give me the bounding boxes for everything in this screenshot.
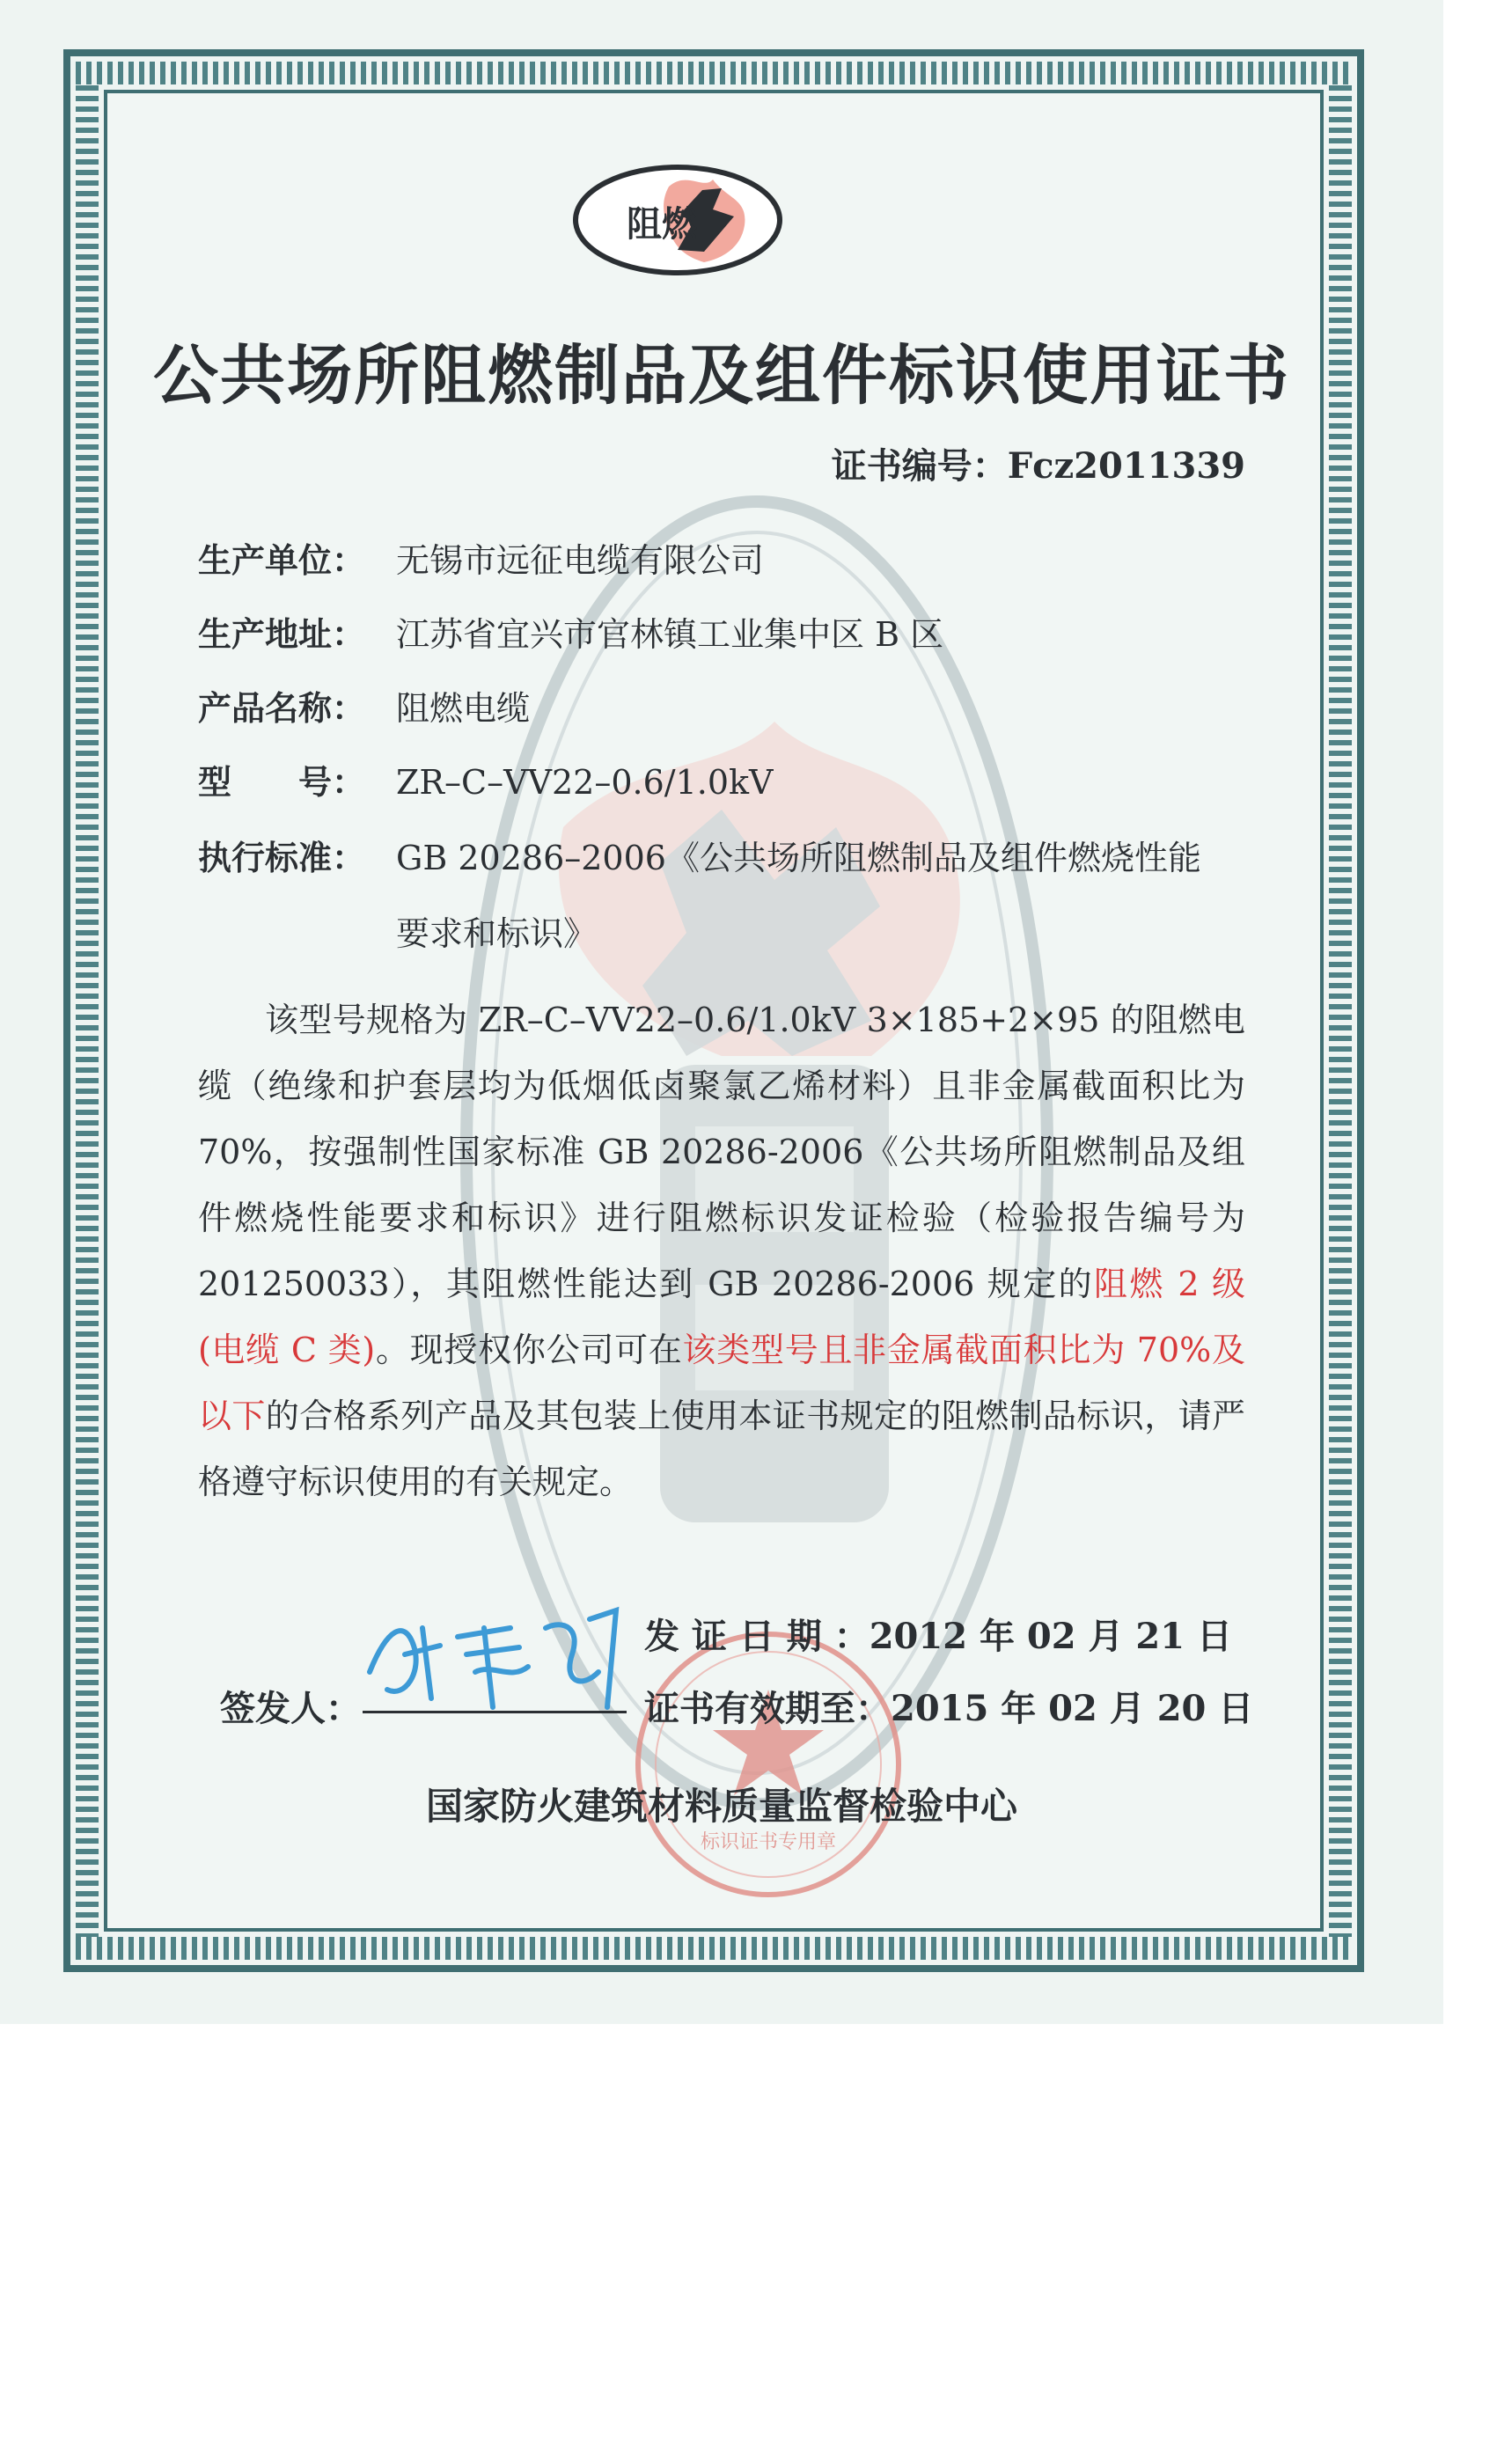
signer-line [363,1711,627,1713]
certificate-number-label: 证书编号： [831,445,1008,487]
field-label: 生产地址： [198,614,366,654]
field-value: 江苏省宜兴市官林镇工业集中区 B 区 [396,615,944,654]
body-highlight-grade: 阻燃 2 级(电缆 C 类) [198,1265,1245,1369]
field-value: ZR–C–VV22–0.6/1.0kV [396,763,774,802]
valid-until-label: 证书有效期至： [644,1688,891,1729]
issue-date-label: 发 证 日 期 ： [644,1616,870,1657]
field-producer [198,533,764,582]
field-value: 阻燃电缆 [396,689,531,728]
logo-text: 阻燃 [627,203,697,245]
signature-icon [352,1593,642,1716]
signer-label: 签发人： [220,1688,361,1729]
field-value: 无锡市远征电缆有限公司 [396,541,765,580]
svg-text:标识证书专用章: 标识证书专用章 [700,1831,837,1853]
certificate-title: 公共场所阻燃制品及组件标识使用证书 [153,338,1290,414]
body-part-3: 的合格系列产品及其包装上使用本证书规定的阻燃制品标识，请严格遵守标识使用的有关规定。 [198,1397,1245,1501]
valid-until-value: 2015 年 02 月 20 日 [891,1688,1254,1729]
field-model [198,755,773,803]
field-value: GB 20286–2006《公共场所阻燃制品及组件燃烧性能 [396,839,1201,877]
body-part-2: 。现授权你公司可在 [375,1331,683,1369]
field-label: 生产单位： [198,540,366,580]
flame-retardant-logo-icon [572,164,783,276]
official-seal-icon [632,1628,905,1901]
certificate-number-value: Fcz2011339 [1007,445,1245,487]
certificate-number [832,438,1245,488]
body-part-1: 该型号规格为 ZR–C–VV22–0.6/1.0kV 3×185+2×95 的阻燃电缆（绝缘和护套层均为低烟低卤聚氯乙烯材料）且非金属截面积比为 70%，按强制性国家标准 GB 20286-2006《公共场所阻燃制品及组件燃烧性能要求和标识》进行阻燃标识发证检验（检验报告编号为 201250033），其阻燃性能达到 GB 20286-2006 规定的 [198,1001,1245,1303]
field-label: 产品名称： [198,688,366,728]
certificate-body-text [198,987,1245,1515]
issuing-authority: 国家防火建筑材料质量监督检验中心 [425,1785,1017,1828]
issue-date [644,1609,1232,1659]
field-standard [198,831,1201,879]
field-standard-continued: 要求和标识》 [396,914,598,953]
valid-until [644,1681,1253,1731]
body-highlight-scope: 该类型号且非金属截面积比为 70%及以下 [198,1331,1245,1435]
issue-date-value: 2012 年 02 月 21 日 [869,1616,1232,1657]
field-label: 型 号： [198,762,366,802]
field-label: 执行标准： [198,838,366,877]
field-product [198,681,530,730]
field-address [198,607,943,656]
